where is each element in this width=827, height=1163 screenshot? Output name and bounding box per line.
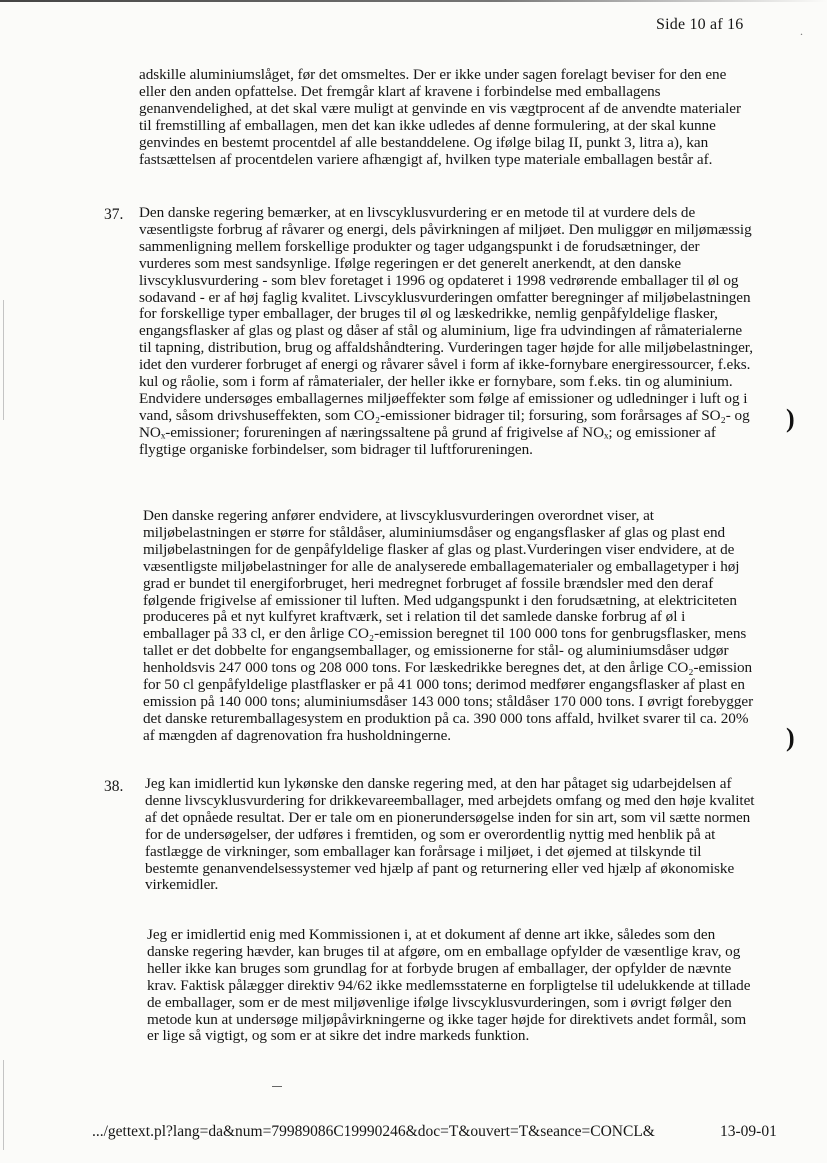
paragraph-intro: adskille aluminiumslåget, før det omsmeltes. Der er ikke under sagen forelagt beviser for den ene eller den anden opfattelse. Det fremgår klart af kravene i forbindelse med emballagens genanvendelighed, at det skal være muligt at genvinde en vis vægtprocent af de anvendte materialer til fremstilling af emballagen, men det kan ikke udledes af denne formulering, at der skal kunne genvindes en bestemt procentdel af alle bestanddelene. Og ifølge bilag II, punkt 3, litra a), kan fastsættelsen af procentdelen variere afhængigt af, hvilken type materiale emballagen består af. bbox=[139, 66, 741, 168]
scan-margin-line bbox=[3, 1060, 4, 1150]
footer-date: 13-09-01 bbox=[720, 1123, 777, 1140]
paragraph-37-b: Den danske regering anfører endvidere, at livscyklusvurderingen overordnet viser, at miljøbelastningen er større for ståldåser, aluminiumsdåser og engangsflasker af glas og plast end miljøbelastningen for de genpåfyldelige flasker af glas og plast.Vurderingen viser endvidere, at de væsentligste miljøbelastninger for alle de analyserede emballagematerialer og emballagetyper i høj grad er bundet til energiforbruget, heri medregnet forbruget af fossile brændsler med den deraf følgende frigivelse af emissioner til luften. Med udgangspunkt i den forudsætning, at elektriciteten produceres på et nyt kulfyret kraftværk, set i relation til det samlede danske forbrug af øl i emballager på 33 cl, er den årlige CO₂-emission beregnet til 100 000 tons for genbrugsflasker, mens tallet er det dobbelte for engangsemballager, og emissionerne for stål- og aluminiumsdåser udgør henholdsvis 247 000 tons og 208 000 tons. For læskedrikke beregnes det, at den årlige CO₂-emission for 50 cl genpåfyldelige plastflasker er på 41 000 tons; derimod medfører engangsflasker af plast en emission på 140 000 tons; aluminiumsdåser 143 000 tons; ståldåser 170 000 tons. I øvrigt forebygger det danske returemballagesystem en produktion på ca. 390 000 tons affald, hvilket svarer til ca. 20% af mængden af dagrenovation fra husholdningerne. bbox=[143, 507, 754, 744]
paragraph-37-a: Den danske regering bemærker, at en livscyklusvurdering er en metode til at vurdere dels de væsentligste forbrug af råvarer og energi, dels påvirkningen af miljøet. Den muliggør en miljømæssig sammenligning mellem forskellige produkter og tager udgangspunkt i de forudsætninger, der vurderes som mest sandsynlige. Ifølge regeringen er det generelt anerkendt, at den danske livscyklusvurdering - som blev foretaget i 1996 og opdateret i 1998 vedrørende emballager til øl og sodavand - er af høj faglig kvalitet. Livscyklusvurderingen omfatter beregninger af miljøbelastningen for forskellige typer emballager, der bruges til øl og læskedrikke, nemlig genpåfyldelige flasker, engangsflasker af glas og plast og dåser af stål og aluminium, lige fra udvindingen af råmaterialerne til tapning, distribution, brug og affaldshåndtering. Vurderingen tager højde for alle miljøbelastninger, idet den vurderer forbruget af energi og råvarer såvel i form af ikke-fornybare energiressourcer, f.eks. kul og råolie, som i form af råmaterialer, der heller ikke er fornybare, som f.eks. tin og aluminium. Endvidere undersøges emballagernes miljøeffekter som følge af emissioner og udledninger i luft og i vand, såsom drivshuseffekten, som CO₂-emissioner bidrager til; forsuring, som forårsages af SO₂- og NOₓ-emissioner; forureningen af næringssaltene på grund af frigivelse af NOₓ; og emissioner af flygtige organiske forbindelser, som bidrager til luftforureningen. bbox=[139, 204, 753, 458]
scan-dash-mark bbox=[272, 1086, 282, 1087]
page-number: Side 10 af 16 bbox=[656, 16, 744, 33]
scan-margin-line bbox=[3, 300, 4, 420]
paragraph-number-38: 38. bbox=[104, 778, 124, 795]
paragraph-38-a: Jeg kan imidlertid kun lykønske den danske regering med, at den har påtaget sig udarbejdelsen af denne livscyklusvurdering for drikkevareemballager, med arbejdets omfang og med den høje kvalitet af det opnåede resultat. Der er tale om en pionerundersøgelse inden for sin art, som vil sætte normen for de undersøgelser, der udføres i fremtiden, og som er overordentlig nyttig med henblik på at fastlægge de virkninger, som emballager kan forårsage i miljøet, i det øjemed at tilskynde til bestemte genanvendelsessystemer ved hjælp af pant og returnering eller ved hjælp af økonomiske virkemidler. bbox=[145, 775, 755, 894]
margin-mark: ) bbox=[786, 404, 795, 433]
top-scan-rule bbox=[0, 0, 827, 2]
footer-url: .../gettext.pl?lang=da&num=79989086C19990246&doc=T&ouvert=T&seance=CONCL& bbox=[92, 1123, 655, 1140]
paragraph-number-37: 37. bbox=[104, 206, 124, 223]
margin-mark: ) bbox=[786, 723, 795, 752]
paragraph-38-b: Jeg er imidlertid enig med Kommissionen i, at et dokument af denne art ikke, således som den danske regering hævder, kan bruges til at afgøre, om en emballage opfylder de væsentlige krav, og heller ikke kan bruges som grundlag for at forbyde brugen af emballager, der opfylder de nævnte krav. Faktisk pålægger direktiv 94/62 ikke medlemsstaterne en forpligtelse til udelukkende at tillade de emballager, som er de mest miljøvenlige ifølge livscyklusvurderingen, som i øvrigt følger den metode kun at undersøge miljøpåvirkningerne og ikke tager højde for direktivets andet formål, som er lige så vigtigt, og som er at sikre det indre markeds funktion. bbox=[147, 926, 751, 1045]
scan-dot-mark: . bbox=[800, 24, 803, 38]
